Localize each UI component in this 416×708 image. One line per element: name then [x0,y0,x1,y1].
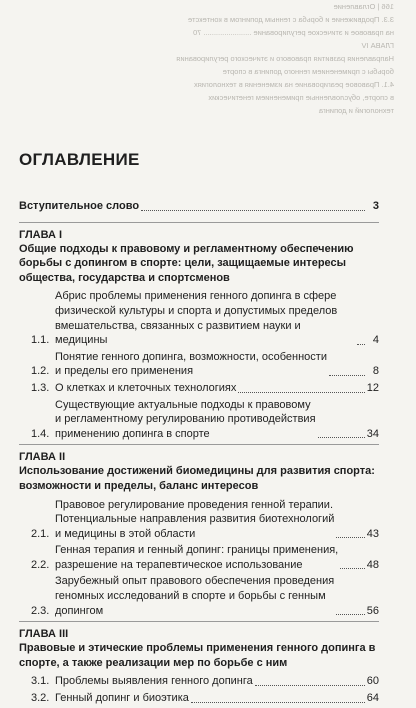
section-number: 1.1. [31,334,50,347]
section-title: Существующие актуальные подходы к правовому и регламентному регулированию противодействия применению допинга в спорте [55,398,316,440]
section-page: 56 [366,604,379,617]
chapter-divider [19,621,379,622]
section-page: 60 [366,675,379,688]
section-title: Абрис проблемы применения генного допинга в сфере физической культуры и спорта и допустимых пределов вмешательства, связанных с развитием науки и медицины [55,290,338,347]
chapter-divider [19,222,379,223]
section-number: 1.3. [31,381,50,394]
toc-section [19,574,379,618]
chapter-1-title: Общие подходы к правовому и регламентному обеспечению борьбы с допингом в спорте: цели, защищаемые интересы общества, государства и спортсменов [19,242,354,284]
toc-section [19,398,379,442]
section-number: 2.2. [31,558,50,571]
section-page: 64 [366,692,379,705]
section-title: Проблемы выявления генного допинга [55,675,253,688]
toc-section [19,498,379,542]
bleed-through-text: 166 | Оглавление 3.3. Продвижение и борьба с генным допингом в контексте на правовое и этическое регулирование ....................... 70 ГЛАВА IV Направления развития правового и этического регулирования борьбы с применением генного допинга в спорте 4.1. Правовое реагирование на изменения в технологиях в спорте, обусловленные применением генетических технологий и допинга [176,2,394,115]
toc-section [19,691,379,706]
toc-section [19,543,379,572]
toc-section [19,350,379,379]
toc-section [19,381,379,396]
section-number: 1.4. [31,427,50,440]
toc-section [19,674,379,689]
chapter-2-title: Использование достижений биомедицины для развития спорта: возможности и пределы, баланс интересов [19,465,375,492]
dot-leader [141,210,365,211]
table-of-contents [19,199,379,708]
section-title: Генный допинг и биоэтика [55,692,189,705]
section-number: 1.2. [31,365,50,378]
chapter-3-label: ГЛАВА III [19,628,69,641]
section-page: 48 [366,558,379,571]
section-title: Понятие генного допинга, возможности, особенности и пределы его применения [55,350,327,378]
dot-leader [318,437,365,438]
section-page: 8 [372,365,379,378]
dot-leader [340,568,365,569]
chapter-1-label: ГЛАВА I [19,228,63,241]
section-number: 3.2. [31,692,50,705]
section-page: 34 [366,427,379,440]
page-title: ОГЛАВЛЕНИЕ [19,150,140,169]
section-number: 2.1. [31,527,50,540]
section-title: О клетках и клеточных технологиях [55,381,237,394]
dot-leader [357,344,365,345]
chapter-2-label: ГЛАВА II [19,451,66,464]
dot-leader [255,685,365,686]
toc-intro [19,199,379,214]
section-page: 43 [366,527,379,540]
section-title: Зарубежный опыт правового обеспечения проведения геномных исследований в спорте и борьбы с генным допингом [55,575,335,617]
dot-leader [336,537,364,538]
dot-leader [336,614,365,615]
dot-leader [329,375,365,376]
toc-section [19,289,379,347]
intro-page: 3 [372,200,379,212]
section-title: Правовое регулирование проведения генной терапии. Потенциальные направления развития биотехнологий и медицины в этой области [55,498,335,540]
dot-leader [238,392,364,393]
section-page: 4 [372,334,379,347]
section-number: 2.3. [31,604,50,617]
dot-leader [191,702,365,703]
intro-title: Вступительное слово [19,200,140,212]
chapter-3-title: Правовые и этические проблемы применения генного допинга в спорте, а также реализации мер по борьбе с ним [19,642,376,669]
section-page: 12 [366,381,379,394]
section-title: Генная терапия и генный допинг: границы применения, разрешение на терапевтическое использование [55,544,339,571]
chapter-divider [19,444,379,445]
section-number: 3.1. [31,675,50,688]
